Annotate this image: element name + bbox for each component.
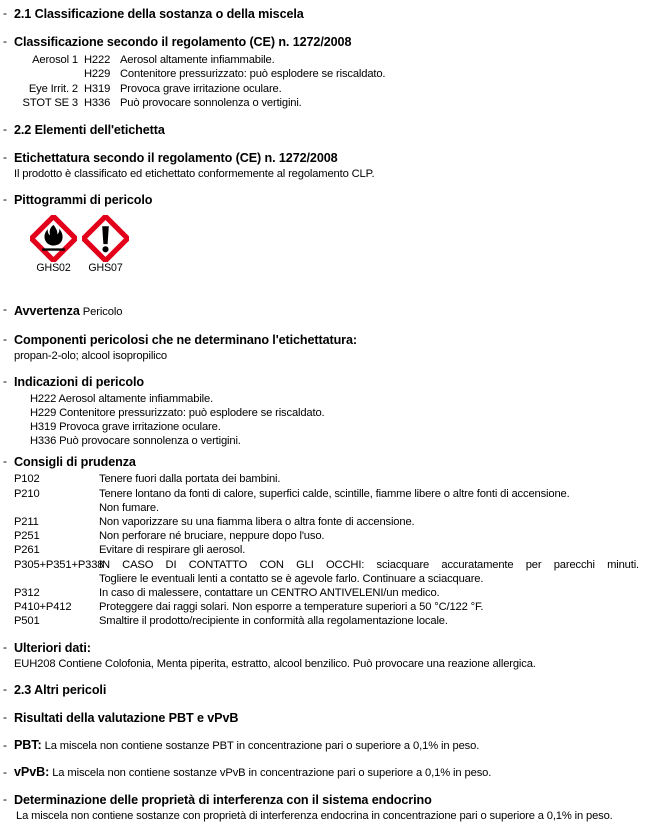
endocrine-text: La miscela non contiene sostanze con proprietà di interferenza endocrina in concentrazione pari o superiore a 0,1% in peso. bbox=[16, 809, 613, 822]
pbt-vpvb-results-heading: Risultati della valutazione PBT e vPvB bbox=[14, 710, 239, 725]
hazard-text-cell: Provoca grave irritazione oculare. bbox=[120, 82, 282, 95]
p-code-cell: P312 bbox=[14, 587, 40, 600]
list-dash-marker: - bbox=[3, 639, 7, 654]
signal-word-label: Avvertenza bbox=[14, 303, 80, 318]
classification-heading: Classificazione secondo il regolamento (CE) n. 1272/2008 bbox=[14, 35, 352, 49]
additional-data-heading: Ulteriori dati: bbox=[14, 640, 91, 655]
list-dash-marker: - bbox=[3, 34, 7, 48]
hazard-class-cell: STOT SE 3 bbox=[22, 97, 78, 110]
p-text-cell: Non vaporizzare su una fiamma libera o altra fonte di accensione. bbox=[99, 516, 415, 529]
pictograms-heading: Pittogrammi di pericolo bbox=[14, 192, 153, 207]
p-text-cell: Tenere lontano da fonti di calore, superfici calde, scintille, fiamme libere o altre fonti di accensione. bbox=[99, 487, 570, 500]
hazard-class-cell: Aerosol 1 bbox=[32, 54, 78, 66]
list-dash-marker: - bbox=[3, 301, 7, 316]
p-code-cell: P211 bbox=[14, 516, 39, 529]
list-item: H222 Aerosol altamente infiammabile. bbox=[30, 392, 214, 405]
pbt-vpvb-results-block bbox=[0, 710, 656, 727]
spacer bbox=[0, 181, 656, 192]
precautionary-statements-table bbox=[0, 472, 641, 628]
section-2-3-heading-block bbox=[0, 682, 656, 699]
pictogram-label: GHS07 bbox=[88, 261, 123, 274]
table-row bbox=[0, 558, 641, 572]
table-row bbox=[14, 67, 385, 81]
p-code-cell bbox=[0, 501, 99, 515]
table-row bbox=[0, 472, 641, 486]
hazard-statements-heading: Indicazioni di pericolo bbox=[14, 374, 144, 389]
labelling-text: Il prodotto è classificato ed etichettato conformemente al regolamento CLP. bbox=[14, 167, 375, 180]
p-code-cell: P102 bbox=[14, 473, 40, 486]
p-text-cell: Tenere fuori dalla portata dei bambini. bbox=[99, 473, 281, 486]
p-code-cell bbox=[0, 572, 99, 586]
p-text-cell: Evitare di respirare gli aerosol. bbox=[99, 544, 246, 557]
spacer bbox=[0, 629, 656, 640]
p-code-cell: P251 bbox=[14, 530, 40, 543]
hazard-class-cell bbox=[14, 67, 84, 81]
p-code-cell: P210 bbox=[14, 487, 40, 500]
pictogram-label: GHS02 bbox=[36, 261, 71, 274]
table-row bbox=[0, 515, 641, 529]
spacer bbox=[0, 289, 656, 302]
signal-word-value: Pericolo bbox=[82, 305, 123, 318]
list-dash-marker: - bbox=[3, 373, 7, 388]
section-2-2-heading: 2.2 Elementi dell'etichetta bbox=[14, 122, 165, 137]
hazardous-components-heading: Componenti pericolosi che ne determinano l'etichettatura: bbox=[14, 332, 357, 347]
labelling-block bbox=[0, 150, 656, 181]
labelling-heading: Etichettatura secondo il regolamento (CE) n. 1272/2008 bbox=[14, 150, 338, 165]
p-text-cell: Togliere le eventuali lenti a contatto se è agevole farlo. Continuare a sciacquare. bbox=[99, 572, 484, 585]
endocrine-block bbox=[0, 792, 656, 823]
spacer bbox=[0, 754, 656, 765]
list-item: H319 Provoca grave irritazione oculare. bbox=[30, 421, 221, 434]
p-code-cell: P410+P412 bbox=[14, 601, 72, 614]
classification-table bbox=[14, 53, 385, 111]
section-2-1-heading: 2.1 Classificazione della sostanza o della miscela bbox=[14, 7, 304, 21]
table-row bbox=[0, 543, 641, 557]
list-dash-marker: - bbox=[3, 331, 7, 346]
pbt-line bbox=[14, 738, 656, 754]
spacer bbox=[0, 363, 656, 374]
classification-block bbox=[0, 34, 656, 111]
section-2-2-heading-block bbox=[0, 122, 656, 139]
table-row bbox=[14, 53, 385, 67]
vpvb-text: La miscela non contiene sostanze vPvB in concentrazione pari o superiore a 0,1% in peso. bbox=[52, 766, 492, 779]
spacer bbox=[0, 671, 656, 682]
p-code-cell: P305+P351+P338 bbox=[14, 558, 104, 571]
flame-icon bbox=[30, 215, 77, 262]
additional-data-text: EUH208 Contiene Colofonia, Menta piperita, estratto, alcool benzilico. Può provocare una reazione allergica. bbox=[14, 657, 536, 670]
pictogram-ghs02 bbox=[30, 215, 77, 275]
section-2-1-heading-block bbox=[0, 6, 656, 23]
list-dash-marker: - bbox=[3, 709, 7, 724]
list-dash-marker: - bbox=[3, 791, 7, 806]
spacer bbox=[0, 727, 656, 738]
p-text-cell: In caso di malessere, contattare un CENTRO ANTIVELENI/un medico. bbox=[99, 587, 440, 600]
vpvb-label: vPvB: bbox=[14, 764, 50, 779]
list-dash-marker: - bbox=[3, 764, 7, 779]
spacer bbox=[0, 699, 656, 710]
p-code-cell: P501 bbox=[14, 615, 40, 628]
list-item: H229 Contenitore pressurizzato: può esplodere se riscaldato. bbox=[30, 406, 325, 419]
table-row bbox=[0, 586, 641, 600]
pbt-block bbox=[0, 738, 656, 754]
pbt-label: PBT: bbox=[14, 737, 42, 752]
pictograms-block bbox=[0, 192, 656, 275]
spacer bbox=[0, 139, 656, 150]
vpvb-line bbox=[14, 765, 656, 781]
table-row bbox=[0, 487, 641, 501]
spacer bbox=[0, 781, 656, 792]
table-row bbox=[0, 572, 641, 586]
table-row bbox=[0, 614, 641, 628]
spacer bbox=[0, 111, 656, 122]
list-dash-marker: - bbox=[3, 121, 7, 136]
list-item: H336 Può provocare sonnolenza o vertigini. bbox=[30, 435, 241, 448]
vpvb-block bbox=[0, 765, 656, 781]
p-text-cell: Non perforare né bruciare, neppure dopo l'uso. bbox=[99, 530, 325, 543]
table-row bbox=[0, 501, 641, 515]
hazardous-components-block bbox=[0, 332, 656, 363]
section-2-3-heading: 2.3 Altri pericoli bbox=[14, 682, 107, 697]
hazard-statements-list bbox=[14, 392, 656, 449]
table-row bbox=[14, 82, 385, 96]
endocrine-heading: Determinazione delle proprietà di interferenza con il sistema endocrino bbox=[14, 792, 432, 807]
list-dash-marker: - bbox=[3, 454, 7, 469]
list-dash-marker: - bbox=[3, 737, 7, 752]
additional-data-block bbox=[0, 640, 656, 671]
table-row bbox=[0, 529, 641, 543]
precautionary-statements-heading: Consigli di prudenza bbox=[14, 455, 136, 470]
precautionary-statements-block bbox=[0, 454, 656, 471]
pictogram-ghs07 bbox=[82, 215, 129, 275]
p-text-cell: Smaltire il prodotto/recipiente in conformità alla regolamentazione locale. bbox=[99, 615, 448, 628]
p-text-cell: IN CASO DI CONTATTO CON GLI OCCHI: sciacquare accuratamente per parecchi minuti. bbox=[99, 558, 639, 571]
hazard-text-cell: Contenitore pressurizzato: può esplodere se riscaldato. bbox=[120, 68, 386, 81]
pbt-text: La miscela non contiene sostanze PBT in concentrazione pari o superiore a 0,1% in peso. bbox=[44, 739, 480, 752]
spacer bbox=[0, 321, 656, 332]
spacer bbox=[0, 275, 656, 289]
hazard-code-cell: H336 bbox=[84, 97, 111, 110]
signal-word-block bbox=[0, 302, 656, 321]
list-dash-marker: - bbox=[3, 681, 7, 696]
hazard-statements-block bbox=[0, 374, 656, 449]
pictogram-row bbox=[14, 215, 656, 275]
list-dash-marker: - bbox=[3, 191, 7, 206]
spacer bbox=[0, 23, 656, 34]
signal-word-line bbox=[14, 302, 656, 321]
hazard-text-cell: Aerosol altamente infiammabile. bbox=[120, 54, 275, 66]
table-row bbox=[14, 96, 385, 110]
p-code-cell: P261 bbox=[14, 544, 40, 557]
hazard-text-cell: Può provocare sonnolenza o vertigini. bbox=[120, 97, 302, 110]
hazard-code-cell: H229 bbox=[84, 68, 111, 81]
hazard-code-cell: H319 bbox=[84, 82, 111, 95]
list-dash-marker: - bbox=[3, 6, 7, 20]
p-text-cell: Non fumare. bbox=[99, 501, 159, 514]
table-row bbox=[0, 600, 641, 614]
p-text-cell: Proteggere dai raggi solari. Non esporre a temperature superiori a 50 °C/122 °F. bbox=[99, 601, 484, 614]
exclamation-mark-icon bbox=[82, 215, 129, 262]
list-dash-marker: - bbox=[3, 149, 7, 164]
hazardous-components-text: propan-2-olo; alcool isopropilico bbox=[14, 349, 168, 362]
hazard-code-cell: H222 bbox=[84, 54, 111, 66]
hazard-class-cell: Eye Irrit. 2 bbox=[28, 82, 78, 95]
